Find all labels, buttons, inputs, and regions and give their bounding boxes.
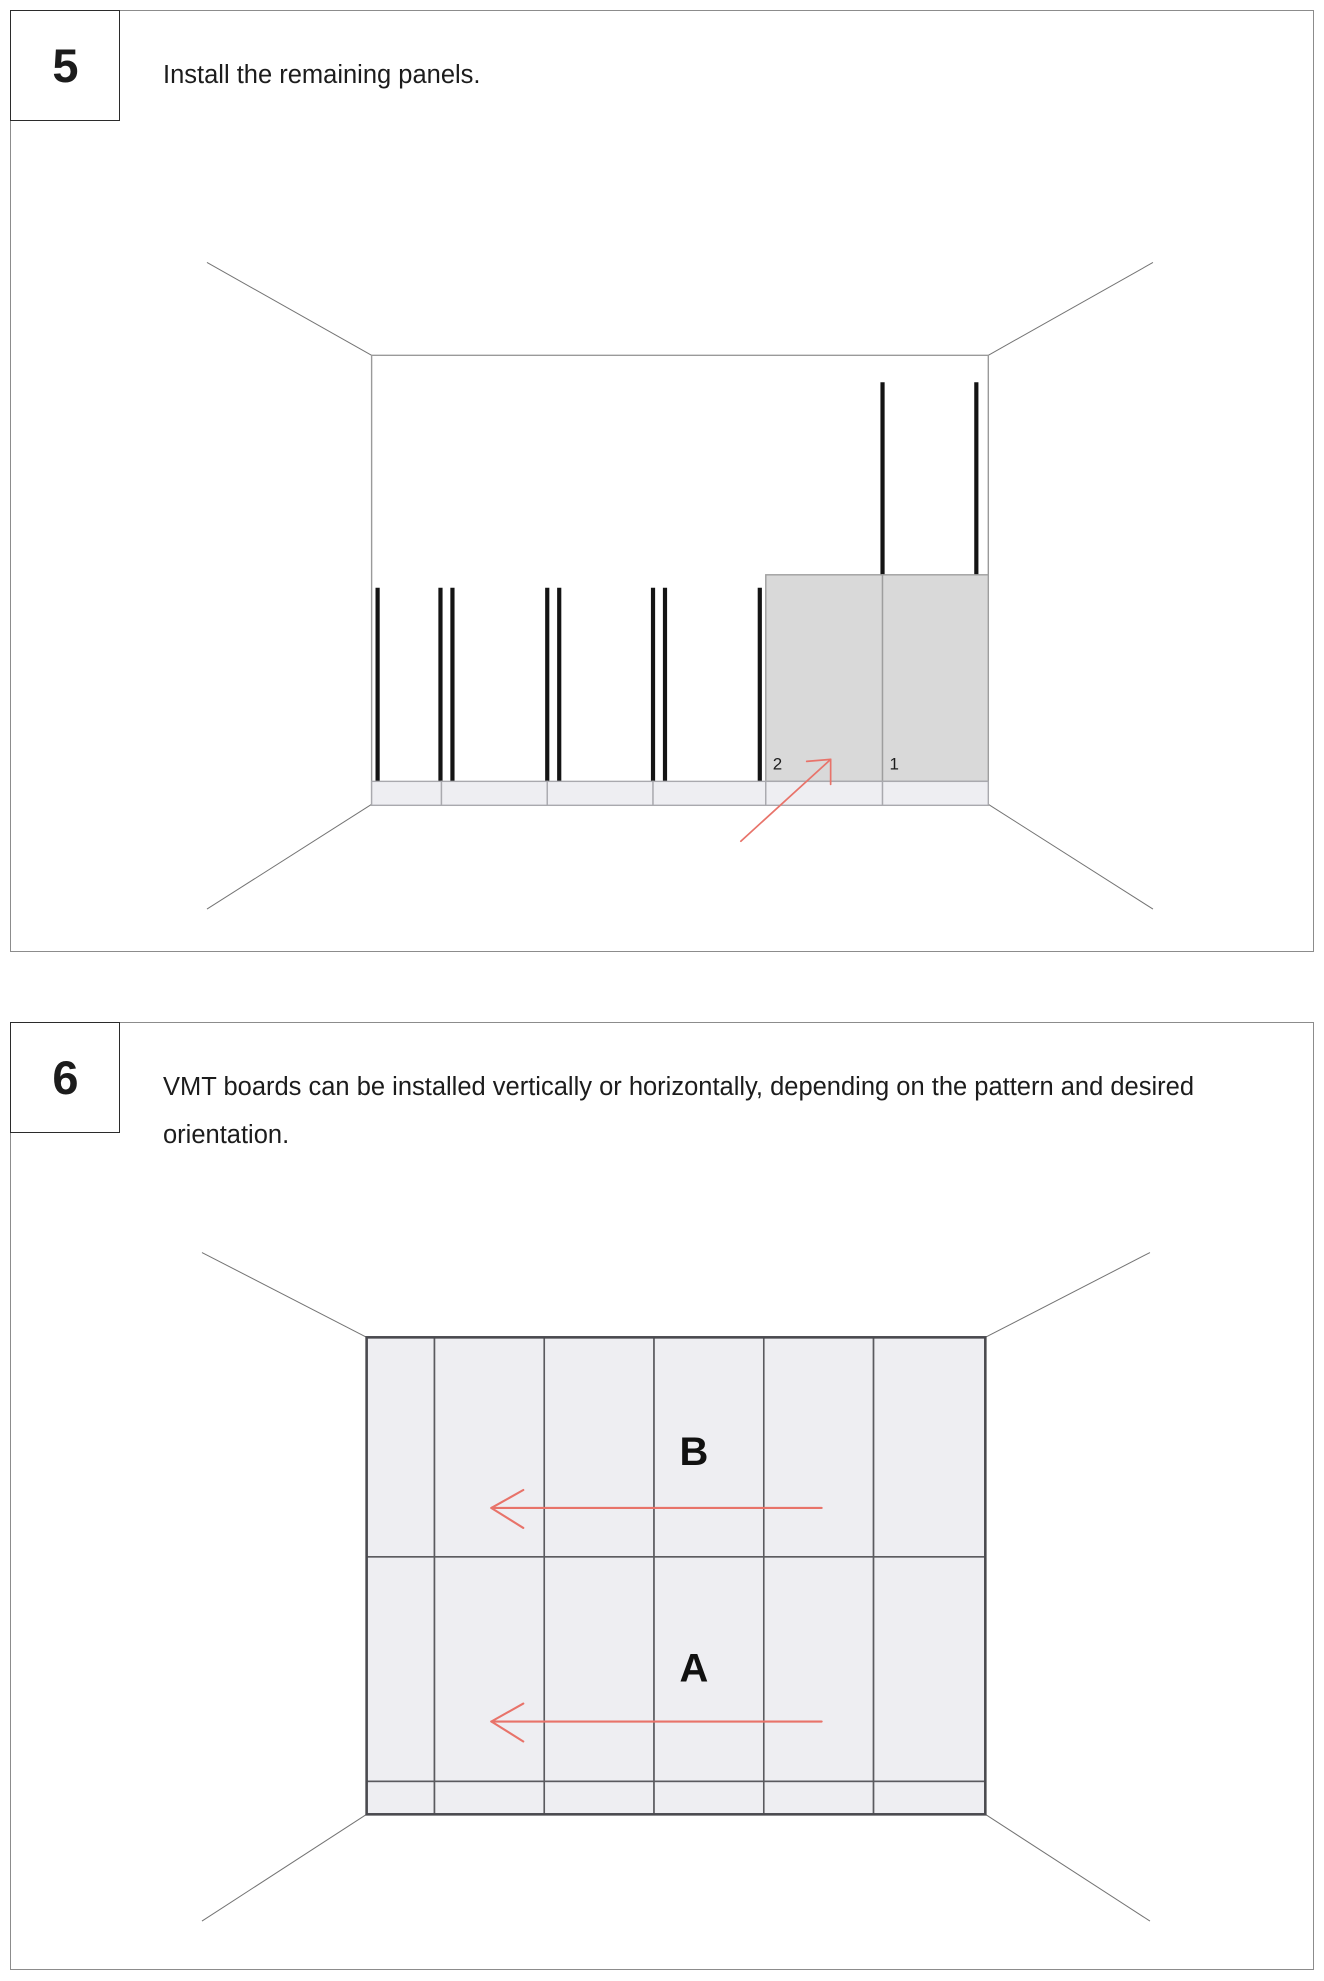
step-number-label: 6 bbox=[52, 1051, 78, 1104]
board-row-b bbox=[367, 1337, 986, 1557]
step-card-5 bbox=[10, 10, 1314, 952]
diagram-step-6 bbox=[11, 1023, 1315, 1969]
installed-panel-2 bbox=[766, 575, 883, 782]
step-card-6 bbox=[10, 1022, 1314, 1970]
baseboard-strip bbox=[367, 1781, 986, 1814]
board-cell bbox=[874, 1337, 986, 1557]
step-instruction-text-5: Install the remaining panels. bbox=[163, 61, 481, 89]
board-cell bbox=[764, 1337, 874, 1557]
board-cell bbox=[764, 1557, 874, 1782]
installed-panels bbox=[766, 575, 989, 782]
board-row-a bbox=[367, 1557, 986, 1782]
board-cell bbox=[434, 1557, 544, 1782]
board-cell bbox=[654, 1557, 764, 1782]
panel-number-label-1: 1 bbox=[889, 754, 899, 774]
board-cell bbox=[367, 1557, 435, 1782]
board-cell bbox=[544, 1337, 654, 1557]
step-number-box-5 bbox=[10, 10, 120, 121]
baseboard-strip bbox=[372, 781, 989, 805]
diagram-step-5 bbox=[11, 11, 1315, 951]
step-number-box-6 bbox=[10, 1022, 120, 1133]
board-cell bbox=[367, 1337, 435, 1557]
row-label-a: A bbox=[679, 1646, 709, 1691]
panel-number-label-2: 2 bbox=[772, 754, 783, 774]
row-label-b: B bbox=[679, 1430, 709, 1475]
board-cell bbox=[434, 1337, 544, 1557]
board-cell bbox=[544, 1557, 654, 1782]
step-number-label: 5 bbox=[52, 39, 78, 92]
installed-panel-1 bbox=[883, 575, 989, 782]
room-perspective-lines bbox=[207, 262, 1153, 909]
board-cell bbox=[654, 1337, 764, 1557]
board-cell bbox=[874, 1557, 986, 1782]
step-instruction-text-6: VMT boards can be installed vertically or horizontally, depending on the pattern and desired orientation. bbox=[163, 1073, 1195, 1149]
